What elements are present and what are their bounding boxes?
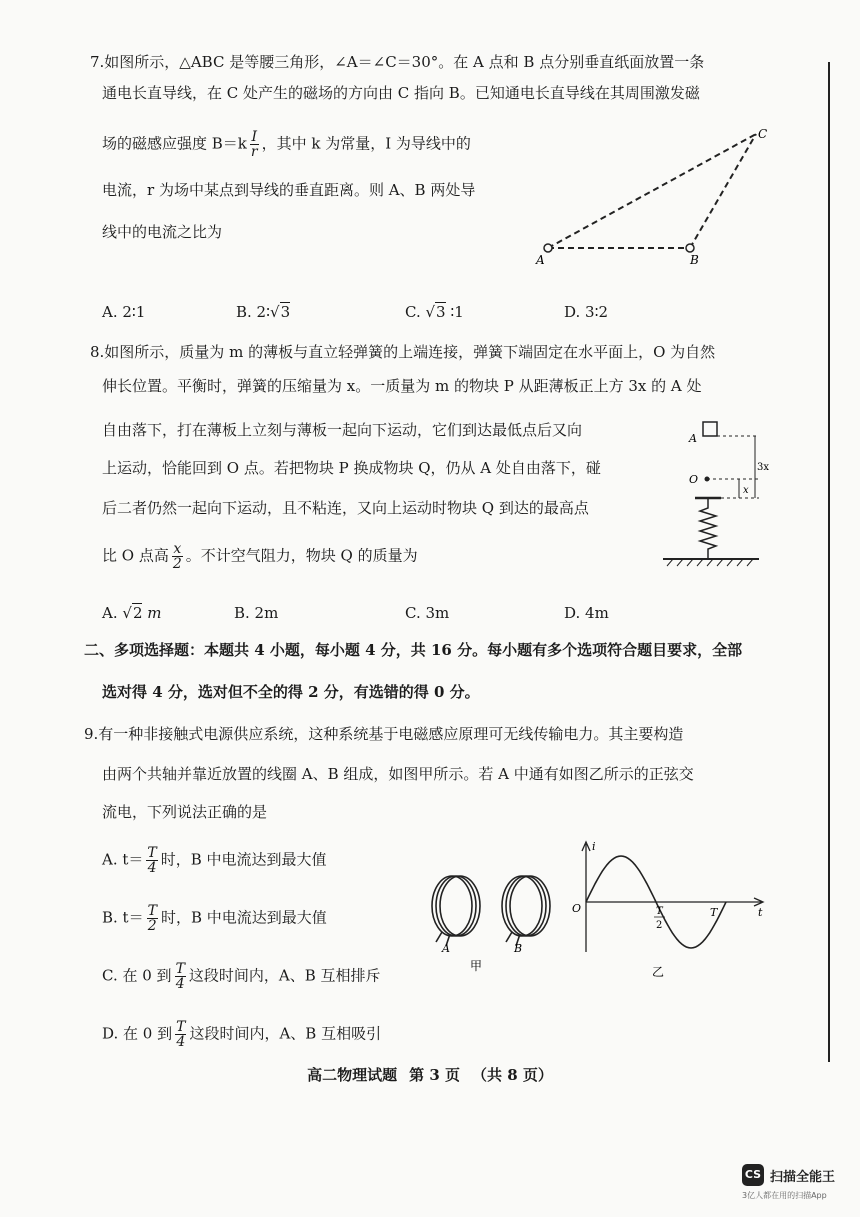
q9-option-d-num: T (176, 1019, 186, 1035)
q8-option-c: C. 3m (405, 604, 450, 622)
coil-a-label: A (442, 942, 450, 955)
tick-half-num: T (656, 906, 663, 917)
origin-label: O (572, 902, 582, 915)
section-2-heading: 二、多项选择题：本题共 4 小题，每小题 4 分，共 16 分。每小题有多个选项符合题目要求，全部 (84, 641, 743, 659)
q9-option-c-num: T (175, 961, 185, 977)
q9-option-c-fraction (175, 962, 186, 991)
q9-option-b-num: T (147, 903, 157, 919)
tick-half-den: 2 (656, 920, 663, 931)
footer-title: 高二物理试题 (307, 1066, 398, 1084)
q8-option-a-text: A. (102, 604, 123, 622)
label-a: A (689, 432, 697, 445)
point-o (705, 477, 710, 482)
label-a: A (536, 253, 545, 267)
q9-line-2: 由两个共轴并靠近放置的线圈 A、B 组成，如图甲所示。若 A 中通有如图乙所示的正弦交 (102, 765, 694, 783)
q7-option-b-text: B. 2∶ (236, 303, 271, 321)
q9-option-c (102, 962, 381, 991)
q7-option-c-text: C. (405, 303, 426, 321)
coil-b-label: B (514, 942, 523, 955)
q7-line-4: 电流，r 为场中某点到导线的垂直距离。则 A、B 两处导 (102, 181, 476, 199)
label-x: x (743, 485, 749, 496)
q7-frac-num: I (251, 129, 257, 145)
q8-line-6-prefix: 比 O 点高 (102, 546, 169, 565)
page-edge-line (828, 62, 830, 1062)
q7-line-1: 7.如图所示，△ABC 是等腰三角形，∠A＝∠C＝30°。在 A 点和 B 点分别垂直纸面放置一条 (90, 53, 705, 71)
figure-yi-caption: 乙 (652, 965, 665, 979)
q7-formula-prefix: 场的磁感应强度 B＝k (102, 134, 247, 153)
label-o: O (689, 473, 699, 486)
q9-option-d-suffix: 这段时间内，A、B 互相吸引 (189, 1024, 382, 1043)
q9-option-a (102, 846, 327, 875)
q9-option-b-den: 2 (147, 918, 157, 934)
q8-option-a-radicand: 2 (132, 604, 143, 622)
q9-coils-figure (420, 866, 560, 976)
figure-jia-caption: 甲 (470, 959, 483, 973)
q8-line-1: 8.如图所示，质量为 m 的薄板与直立轻弹簧的上端连接，弹簧下端固定在水平面上，O 为自然 (90, 343, 716, 361)
ground-hatch (667, 559, 753, 566)
q7-option-a: A. 2∶1 (102, 303, 146, 321)
q9-line-1: 9.有一种非接触式电源供应系统，这种系统基于电磁感应原理可无线传输电力。其主要构造 (84, 725, 684, 743)
q9-option-a-prefix: A. t＝ (102, 850, 144, 869)
q7-fraction (250, 130, 259, 159)
q7-option-c-radicand: 3 (436, 303, 446, 321)
scanner-tagline: 3亿人都在用的扫描App (742, 1191, 827, 1200)
q9-option-a-suffix: 时，B 中电流达到最大值 (160, 850, 327, 869)
q9-option-b-prefix: B. t＝ (102, 908, 144, 927)
q7-option-b: B. 2∶√3 (236, 303, 291, 321)
q7-formula-suffix: ，其中 k 为常量，I 为导线中的 (261, 134, 471, 153)
q7-frac-den: r (250, 144, 258, 160)
scanner-name: 扫描全能王 (770, 1170, 836, 1185)
q7-option-c: C. √3 ∶1 (405, 303, 464, 321)
q7-line-5: 线中的电流之比为 (102, 223, 223, 241)
q9-option-d-den: 4 (176, 1034, 186, 1050)
scanner-logo: CS (742, 1164, 764, 1186)
q7-option-c-ratio: ∶1 (445, 303, 464, 321)
q9-option-c-suffix: 这段时间内，A、B 互相排斥 (188, 966, 381, 985)
wire-a (544, 244, 552, 252)
q7-option-d: D. 3∶2 (564, 303, 609, 321)
q8-line-2: 伸长位置。平衡时，弹簧的压缩量为 x。一质量为 m 的物块 P 从距薄板正上方 3x 的 A 处 (102, 377, 702, 395)
q8-line-6 (102, 542, 418, 571)
q8-option-b: B. 2m (234, 604, 279, 622)
q9-sine-figure (566, 840, 772, 980)
q9-option-a-num: T (147, 845, 157, 861)
q9-option-d (102, 1020, 381, 1049)
q9-line-3: 流电，下列说法正确的是 (102, 803, 268, 821)
q7-line-2: 通电长直导线，在 C 处产生的磁场的方向由 C 指向 B。已知通电长直导线在其周围激发磁 (102, 84, 700, 102)
q9-option-b (102, 904, 327, 933)
q9-option-d-prefix: D. 在 0 到 (102, 1024, 173, 1043)
footer-total: （共 8 页） (472, 1066, 553, 1084)
page-footer (0, 1064, 860, 1085)
side-ac (548, 134, 756, 248)
label-c: C (758, 127, 768, 141)
q7-line-3 (102, 130, 471, 159)
q8-line-4: 上运动，恰能回到 O 点。若把物块 P 换成物块 Q，仍从 A 处自由落下，碰 (102, 459, 601, 477)
axis-t-label: t (758, 906, 763, 919)
spring (700, 498, 716, 558)
section-2-instructions: 选对得 4 分，选对但不全的得 2 分，有选错的得 0 分。 (102, 683, 480, 701)
scanner-watermark (742, 1164, 852, 1204)
label-b: B (690, 253, 699, 267)
footer-page: 第 3 页 (409, 1066, 460, 1084)
coil-a (432, 876, 480, 946)
q9-option-b-fraction (147, 904, 158, 933)
q8-option-a-unit: m (142, 604, 162, 622)
q8-spring-figure (655, 416, 785, 576)
q8-line-3: 自由落下，打在薄板上立刻与薄板一起向下运动，它们到达最低点后又向 (102, 421, 583, 439)
q8-fraction (172, 542, 183, 571)
wire-b (686, 244, 694, 252)
q7-option-b-radicand: 3 (280, 303, 291, 321)
label-3x: 3x (757, 462, 770, 473)
q8-line-5: 后二者仍然一起向下运动，且不粘连，又向上运动时物块 Q 到达的最高点 (102, 499, 589, 517)
q9-option-c-prefix: C. 在 0 到 (102, 966, 172, 985)
q7-triangle-figure (530, 118, 780, 268)
q8-line-6-suffix: 。不计空气阻力，物块 Q 的质量为 (185, 546, 418, 565)
q8-frac-den: 2 (172, 556, 182, 572)
axis-i-label: i (592, 840, 596, 853)
q8-frac-num: x (173, 541, 182, 557)
q9-option-a-fraction (146, 846, 157, 875)
q9-option-d-fraction (175, 1020, 186, 1049)
coil-b (502, 876, 550, 946)
q8-option-a: A. √2 m (102, 604, 162, 622)
tick-full-label: T (710, 906, 718, 919)
q9-option-c-den: 4 (175, 976, 185, 992)
q9-option-a-den: 4 (147, 860, 157, 876)
q9-option-b-suffix: 时，B 中电流达到最大值 (160, 908, 327, 927)
block-a (703, 422, 717, 436)
q8-option-d: D. 4m (564, 604, 609, 622)
